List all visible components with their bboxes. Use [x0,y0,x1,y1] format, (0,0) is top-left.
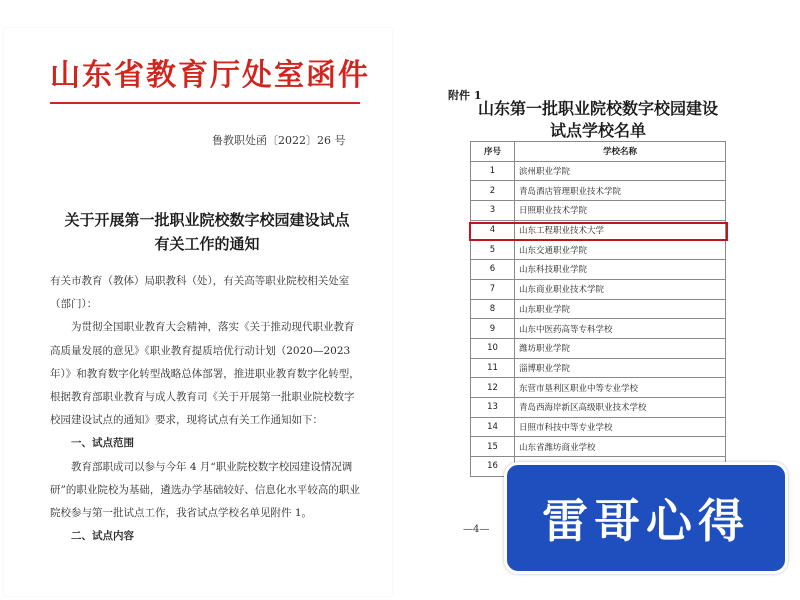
table-row [471,201,726,221]
watermark-badge [504,462,788,574]
school-name: 青岛酒店管理职业技术学院 [515,181,726,201]
highlighted-row-outline [469,222,728,241]
school-name: 山东职业学院 [515,299,726,319]
row-number: 1 [471,161,515,181]
notice-title [62,208,352,256]
school-name: 山东交通职业学院 [515,240,726,260]
school-name: 淄博职业学院 [515,358,726,378]
row-number: 2 [471,181,515,201]
row-number: 15 [471,437,515,457]
table-row [471,437,726,457]
column-header-school-name: 学校名称 [515,142,726,162]
school-name: 山东中医药高等专科学校 [515,319,726,339]
school-list-title-line1: 山东第一批职业院校数字校园建设 [477,99,718,118]
school-name: 山东省潍坊商业学校 [515,437,726,457]
table-row [471,240,726,260]
row-number: 3 [471,201,515,221]
addressee: 有关市教育（教体）局职教科（处），有关高等职业院校相关处室（部门）： [50,275,350,311]
table-row [471,161,726,181]
row-number: 6 [471,260,515,280]
table-row [471,299,726,319]
school-name: 潍坊职业学院 [515,338,726,358]
table-row [471,378,726,398]
page-number: —4— [463,524,490,535]
row-number: 10 [471,338,515,358]
row-number: 4 [471,220,515,240]
school-name: 山东科技职业学院 [515,260,726,280]
watermark-text: 雷哥心得 [542,494,750,548]
table-row [471,397,726,417]
row-number: 9 [471,319,515,339]
table-row [471,319,726,339]
school-name: 滨州职业学院 [515,161,726,181]
section-heading: 一、试点范围 [71,437,134,450]
row-number: 11 [471,358,515,378]
row-number: 14 [471,417,515,437]
school-name: 青岛西海岸新区高级职业技术学校 [515,397,726,417]
school-name: 日照职业技术学院 [515,201,726,221]
table-row [471,279,726,299]
table-row [471,358,726,378]
section-heading: 二、试点内容 [71,530,134,543]
attachment-label: 附件 1 [448,89,482,102]
paragraph: 为贯彻全国职业教育大会精神，落实《关于推动现代职业教育高质量发展的意见》《职业教育提质培优行动计划（2020—2023年）》和教育数字化转型战略总体部署，推进职业教育数字化转型，根据教育部职业教育与成人教育司《关于开展第一批职业院校数字校园建设试点的通知》要求，现将试点有关工作通知如下： [50,321,360,427]
school-name: 日照市科技中等专业学校 [515,417,726,437]
header-divider [50,102,360,104]
table-row [471,338,726,358]
row-number: 7 [471,279,515,299]
school-list-title [470,98,726,142]
table-row [471,181,726,201]
document-number: 鲁教职处函〔2022〕26 号 [212,134,346,147]
notice-body [50,270,360,548]
school-list-title-line2: 试点学校名单 [549,121,646,140]
column-header-number: 序号 [471,142,515,162]
row-number: 8 [471,299,515,319]
table-header-row [471,142,726,162]
row-number: 13 [471,397,515,417]
school-name: 山东商业职业技术学院 [515,279,726,299]
row-number: 16 [471,457,515,477]
paragraph: 教育部职成司以参与今年 4 月“职业院校数字校园建设情况调研”的职业院校为基础，遴选办学基础较好、信息化水平较高的职业院校参与第一批试点工作，我省试点学校名单见附件 1。 [50,460,360,520]
table-row [471,260,726,280]
school-name: 东营市垦利区职业中等专业学校 [515,378,726,398]
row-number: 12 [471,378,515,398]
school-table [470,141,726,477]
notice-title-line1: 关于开展第一批职业院校数字校园建设试点 [64,211,350,229]
row-number: 5 [471,240,515,260]
notice-title-line2: 有关工作的通知 [154,235,260,253]
school-name: 山东工程职业技术大学 [515,220,726,240]
document-header: 山东省教育厅处室函件 [50,58,370,93]
table-row [471,417,726,437]
